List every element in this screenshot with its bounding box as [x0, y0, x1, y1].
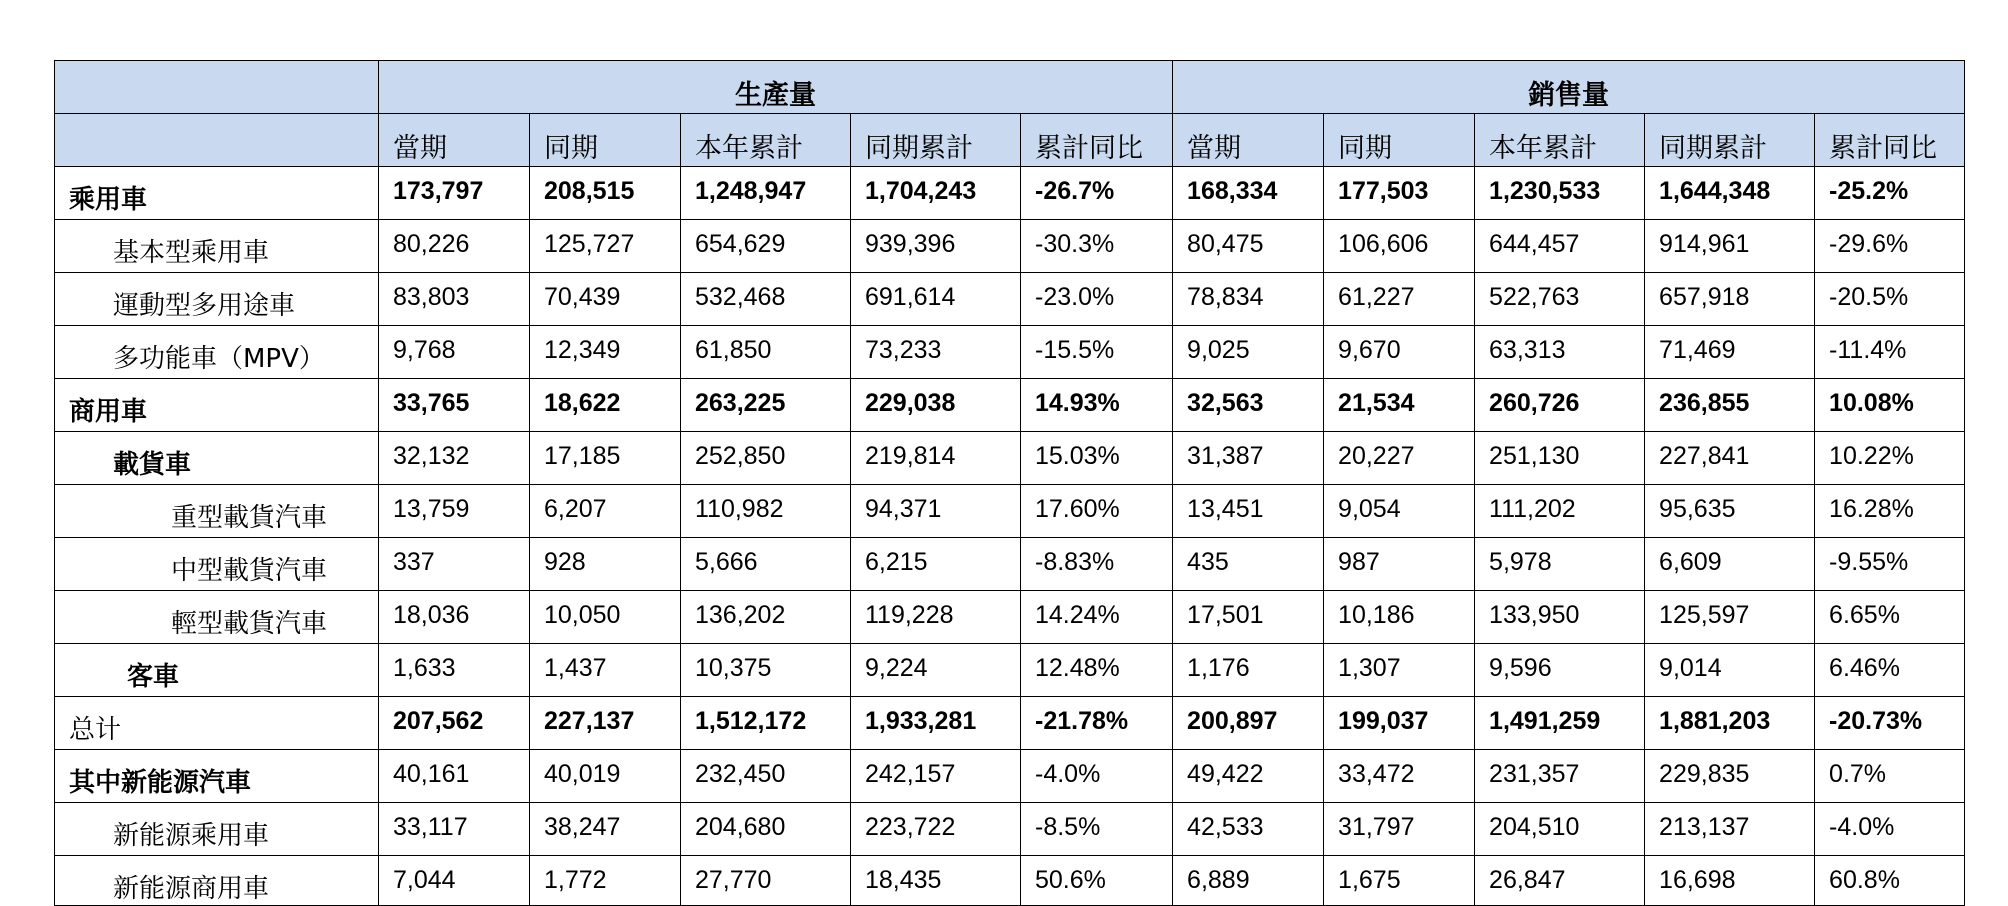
table-cell: 20,227 [1324, 432, 1475, 485]
table-cell: -20.73% [1815, 697, 1965, 750]
table-cell: 15.03% [1021, 432, 1173, 485]
table-cell: 95,635 [1645, 485, 1815, 538]
table-cell: 1,704,243 [851, 167, 1021, 220]
row-label: 重型載貨汽車 [55, 485, 379, 538]
table-cell: 229,038 [851, 379, 1021, 432]
column-header: 同期累計 [851, 114, 1021, 167]
table-row [55, 803, 1965, 856]
table-cell: -9.55% [1815, 538, 1965, 591]
table-cell: 61,227 [1324, 273, 1475, 326]
table-cell: 229,835 [1645, 750, 1815, 803]
table-row [55, 591, 1965, 644]
table-cell: 33,117 [379, 803, 530, 856]
table-cell: 204,680 [681, 803, 851, 856]
table-cell: 133,950 [1475, 591, 1645, 644]
table-cell: 18,036 [379, 591, 530, 644]
table-row [55, 273, 1965, 326]
table-cell: 691,614 [851, 273, 1021, 326]
table-cell: 5,978 [1475, 538, 1645, 591]
corner-cell [55, 114, 379, 167]
table-cell: 27,770 [681, 856, 851, 906]
table-cell: 17.60% [1021, 485, 1173, 538]
table-cell: 522,763 [1475, 273, 1645, 326]
row-label: 運動型多用途車 [55, 273, 379, 326]
row-label: 总计 [55, 697, 379, 750]
row-label: 新能源商用車 [55, 856, 379, 906]
table-cell: 1,437 [530, 644, 681, 697]
table-cell: 14.93% [1021, 379, 1173, 432]
table-cell: 208,515 [530, 167, 681, 220]
table-row [55, 856, 1965, 906]
table-cell: 223,722 [851, 803, 1021, 856]
table-cell: 111,202 [1475, 485, 1645, 538]
table-cell: 939,396 [851, 220, 1021, 273]
table-cell: 177,503 [1324, 167, 1475, 220]
table-row [55, 326, 1965, 379]
table-cell: 61,850 [681, 326, 851, 379]
table-cell: 9,768 [379, 326, 530, 379]
table-cell: 231,357 [1475, 750, 1645, 803]
table-cell: 9,670 [1324, 326, 1475, 379]
table-cell: 260,726 [1475, 379, 1645, 432]
table-row [55, 220, 1965, 273]
table-cell: 6.46% [1815, 644, 1965, 697]
table-cell: -4.0% [1021, 750, 1173, 803]
table-cell: 7,044 [379, 856, 530, 906]
table-cell: 9,014 [1645, 644, 1815, 697]
table-cell: 227,137 [530, 697, 681, 750]
table-cell: 94,371 [851, 485, 1021, 538]
table-body [55, 167, 1965, 906]
row-label: 客車 [55, 644, 379, 697]
table-cell: 251,130 [1475, 432, 1645, 485]
table-cell: 1,248,947 [681, 167, 851, 220]
table-cell: 73,233 [851, 326, 1021, 379]
table-cell: 9,054 [1324, 485, 1475, 538]
column-header: 同期 [530, 114, 681, 167]
group-header-sales: 銷售量 [1173, 61, 1965, 114]
row-label: 輕型載貨汽車 [55, 591, 379, 644]
table-cell: 21,534 [1324, 379, 1475, 432]
table-cell: -20.5% [1815, 273, 1965, 326]
table-row [55, 432, 1965, 485]
table-cell: 644,457 [1475, 220, 1645, 273]
table-cell: 263,225 [681, 379, 851, 432]
table-cell: 9,025 [1173, 326, 1324, 379]
table-cell: 236,855 [1645, 379, 1815, 432]
table-cell: 928 [530, 538, 681, 591]
table-cell: 110,982 [681, 485, 851, 538]
table-cell: 10,050 [530, 591, 681, 644]
table-cell: 1,230,533 [1475, 167, 1645, 220]
table-cell: 10,375 [681, 644, 851, 697]
table-cell: 12,349 [530, 326, 681, 379]
table-cell: 987 [1324, 538, 1475, 591]
table-row [55, 538, 1965, 591]
table-cell: -8.5% [1021, 803, 1173, 856]
row-label: 載貨車 [55, 432, 379, 485]
table-cell: 71,469 [1645, 326, 1815, 379]
table-cell: -4.0% [1815, 803, 1965, 856]
table-cell: 1,881,203 [1645, 697, 1815, 750]
table-cell: 6,609 [1645, 538, 1815, 591]
table-cell: 0.7% [1815, 750, 1965, 803]
table-cell: 80,475 [1173, 220, 1324, 273]
table-cell: 26,847 [1475, 856, 1645, 906]
table-row [55, 379, 1965, 432]
table-cell: 1,491,259 [1475, 697, 1645, 750]
table-cell: 9,224 [851, 644, 1021, 697]
table-cell: 16,698 [1645, 856, 1815, 906]
column-header: 累計同比 [1021, 114, 1173, 167]
table-cell: 125,727 [530, 220, 681, 273]
table-cell: 49,422 [1173, 750, 1324, 803]
table-cell: 10,186 [1324, 591, 1475, 644]
table-cell: 31,387 [1173, 432, 1324, 485]
group-header-production: 生產量 [379, 61, 1173, 114]
table-row [55, 644, 1965, 697]
table-cell: 1,644,348 [1645, 167, 1815, 220]
table-cell: 83,803 [379, 273, 530, 326]
table-cell: 1,512,172 [681, 697, 851, 750]
table-cell: 119,228 [851, 591, 1021, 644]
table-cell: 5,666 [681, 538, 851, 591]
table-cell: 1,633 [379, 644, 530, 697]
table-cell: 657,918 [1645, 273, 1815, 326]
table-cell: 337 [379, 538, 530, 591]
table-cell: 173,797 [379, 167, 530, 220]
table-cell: -23.0% [1021, 273, 1173, 326]
table-cell: -30.3% [1021, 220, 1173, 273]
table-cell: 16.28% [1815, 485, 1965, 538]
table-cell: 227,841 [1645, 432, 1815, 485]
table-cell: 207,562 [379, 697, 530, 750]
table-cell: 78,834 [1173, 273, 1324, 326]
table-cell: 33,472 [1324, 750, 1475, 803]
table-cell: 106,606 [1324, 220, 1475, 273]
table-cell: 242,157 [851, 750, 1021, 803]
table-cell: 1,176 [1173, 644, 1324, 697]
table-cell: 1,933,281 [851, 697, 1021, 750]
table-cell: 219,814 [851, 432, 1021, 485]
table-cell: 532,468 [681, 273, 851, 326]
table-row [55, 167, 1965, 220]
table-cell: 40,161 [379, 750, 530, 803]
table-cell: 213,137 [1645, 803, 1815, 856]
table-cell: 1,307 [1324, 644, 1475, 697]
production-sales-table [54, 60, 1965, 906]
table-cell: 13,759 [379, 485, 530, 538]
table-cell: -15.5% [1021, 326, 1173, 379]
table-cell: 60.8% [1815, 856, 1965, 906]
table-cell: 435 [1173, 538, 1324, 591]
row-label: 商用車 [55, 379, 379, 432]
column-header: 同期累計 [1645, 114, 1815, 167]
table-cell: 6,207 [530, 485, 681, 538]
table-cell: 10.22% [1815, 432, 1965, 485]
table-cell: 32,563 [1173, 379, 1324, 432]
table-cell: 63,313 [1475, 326, 1645, 379]
column-header: 同期 [1324, 114, 1475, 167]
table-cell: 70,439 [530, 273, 681, 326]
group-header-row [55, 61, 1965, 114]
table-cell: 199,037 [1324, 697, 1475, 750]
table-cell: 42,533 [1173, 803, 1324, 856]
table-cell: -26.7% [1021, 167, 1173, 220]
table-cell: 31,797 [1324, 803, 1475, 856]
table-cell: 252,850 [681, 432, 851, 485]
row-label: 新能源乘用車 [55, 803, 379, 856]
table-row [55, 697, 1965, 750]
table-cell: 17,185 [530, 432, 681, 485]
table-cell: 6,889 [1173, 856, 1324, 906]
table-cell: 14.24% [1021, 591, 1173, 644]
table-cell: 9,596 [1475, 644, 1645, 697]
column-header: 本年累計 [1475, 114, 1645, 167]
table-cell: -21.78% [1021, 697, 1173, 750]
table-cell: 200,897 [1173, 697, 1324, 750]
table-cell: -25.2% [1815, 167, 1965, 220]
table-cell: 80,226 [379, 220, 530, 273]
table-row [55, 750, 1965, 803]
column-header: 當期 [1173, 114, 1324, 167]
table-cell: 125,597 [1645, 591, 1815, 644]
table-cell: 136,202 [681, 591, 851, 644]
table-cell: 50.6% [1021, 856, 1173, 906]
table-cell: 40,019 [530, 750, 681, 803]
column-header-row [55, 114, 1965, 167]
column-header: 本年累計 [681, 114, 851, 167]
corner-cell [55, 61, 379, 114]
table-cell: 914,961 [1645, 220, 1815, 273]
table-cell: 12.48% [1021, 644, 1173, 697]
table-cell: 6,215 [851, 538, 1021, 591]
table-cell: 18,622 [530, 379, 681, 432]
table-cell: 168,334 [1173, 167, 1324, 220]
table-cell: 10.08% [1815, 379, 1965, 432]
table-cell: 204,510 [1475, 803, 1645, 856]
row-label: 乘用車 [55, 167, 379, 220]
table-cell: 232,450 [681, 750, 851, 803]
table-row [55, 485, 1965, 538]
column-header: 累計同比 [1815, 114, 1965, 167]
table-cell: 13,451 [1173, 485, 1324, 538]
table-cell: 1,675 [1324, 856, 1475, 906]
row-label: 多功能車（MPV） [55, 326, 379, 379]
table-cell: 654,629 [681, 220, 851, 273]
row-label: 中型載貨汽車 [55, 538, 379, 591]
table-cell: -8.83% [1021, 538, 1173, 591]
column-header: 當期 [379, 114, 530, 167]
table-cell: 38,247 [530, 803, 681, 856]
table-cell: 6.65% [1815, 591, 1965, 644]
table-cell: 32,132 [379, 432, 530, 485]
table-cell: 1,772 [530, 856, 681, 906]
table-cell: 17,501 [1173, 591, 1324, 644]
table-cell: 33,765 [379, 379, 530, 432]
table-cell: 18,435 [851, 856, 1021, 906]
table-cell: -29.6% [1815, 220, 1965, 273]
row-label: 其中新能源汽車 [55, 750, 379, 803]
row-label: 基本型乘用車 [55, 220, 379, 273]
table-cell: -11.4% [1815, 326, 1965, 379]
